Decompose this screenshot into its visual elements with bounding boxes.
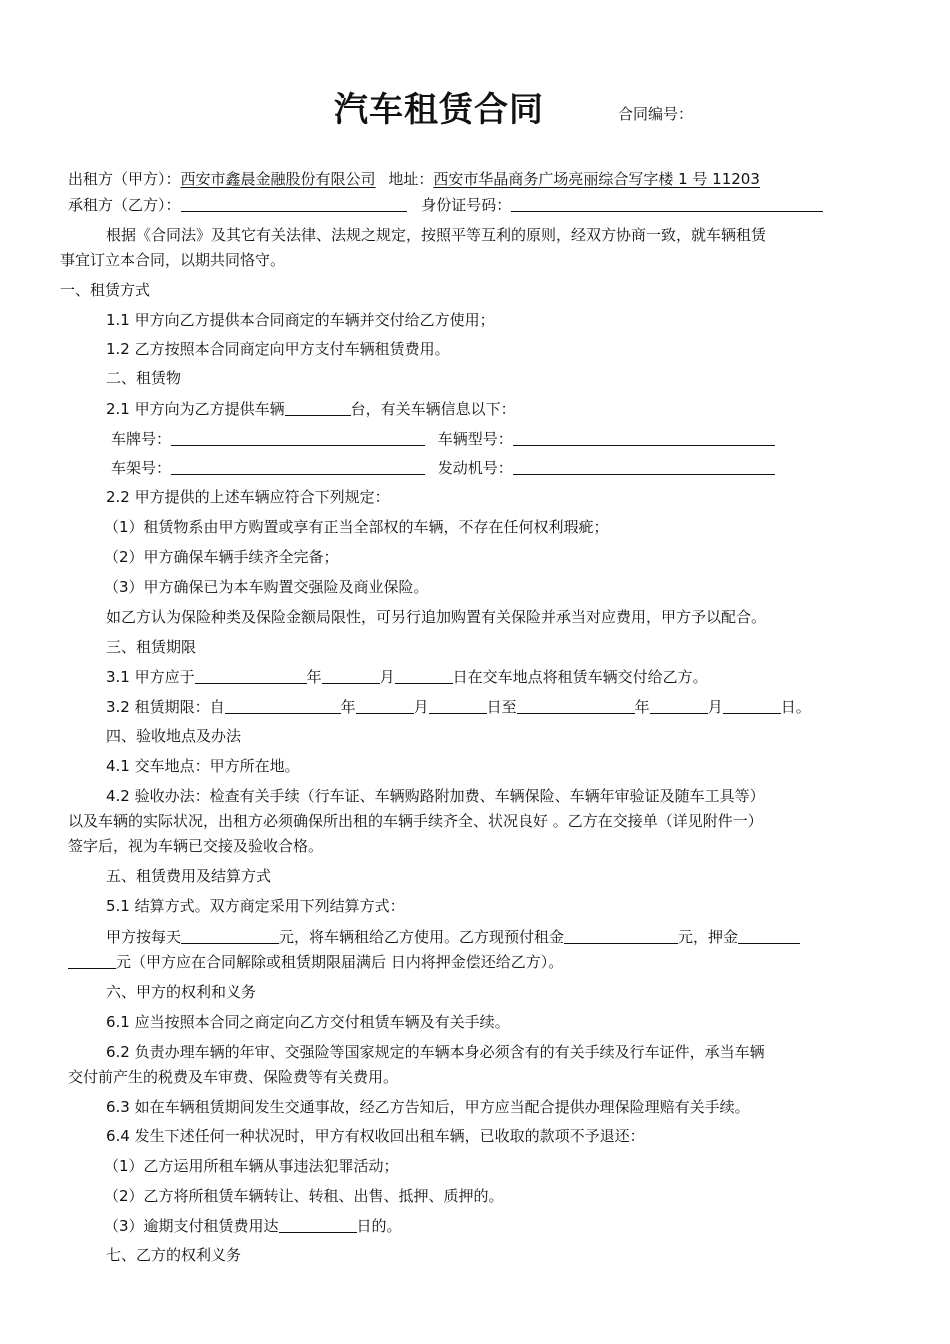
clause-2-1-text-a: 2.1 甲方向为乙方提供车辆 xyxy=(106,400,285,418)
section-3-heading: 三、租赁期限 xyxy=(106,638,197,656)
lessee-row xyxy=(68,194,823,215)
clause-4-2-line-2: 以及车辆的实际状况，出租方必须确保所出租的车辆手续齐全、状况良好 。乙方在交接单（详见附件一） xyxy=(68,812,763,830)
clause-6-4-item-2: （2）乙方将所租赁车辆转让、转租、出售、抵押、质押的。 xyxy=(104,1187,504,1205)
clause-6-4-item-3-text-b: 日的。 xyxy=(356,1217,402,1235)
clause-2-2-item-3: （3）甲方确保已为本车购置交强险及商业保险。 xyxy=(104,578,429,596)
delivery-day-blank[interactable] xyxy=(395,666,453,684)
section-1-heading: 一、租赁方式 xyxy=(60,281,151,299)
preamble-line-2: 事宜订立本合同，以期共同恪守。 xyxy=(60,251,286,269)
payment-line-2 xyxy=(68,951,563,972)
preamble-line-1: 根据《合同法》及其它有关法律、法规之规定，按照平等互利的原则，经双方协商一致，就车辆租赁 xyxy=(106,226,767,244)
clause-6-4: 6.4 发生下述任何一种状况时，甲方有权收回出租车辆，已收取的款项不予退还： xyxy=(106,1127,645,1145)
clause-4-1: 4.1 交车地点：甲方所在地。 xyxy=(106,757,300,775)
delivery-year-blank[interactable] xyxy=(195,666,307,684)
frame-blank[interactable] xyxy=(171,457,425,475)
payment-text-a: 甲方按每天 xyxy=(106,928,182,946)
end-month-blank[interactable] xyxy=(650,696,708,714)
delivery-month-blank[interactable] xyxy=(322,666,380,684)
section-5-heading: 五、租赁费用及结算方式 xyxy=(106,867,272,885)
deposit-blank-2[interactable] xyxy=(68,951,116,969)
clause-2-1-text-b: 台，有关车辆信息以下： xyxy=(350,400,516,418)
id-number-blank[interactable] xyxy=(511,194,823,212)
lessor-name: 西安市鑫晨金融股份有限公司 xyxy=(180,170,376,188)
end-year-label: 年 xyxy=(634,698,650,716)
payment-line-1 xyxy=(106,926,800,947)
document-title: 汽车租赁合同 xyxy=(334,90,544,130)
payment-text-d: 元（甲方应在合同解除或租赁期限届满后 日内将押金偿还给乙方）。 xyxy=(116,953,564,971)
lessee-name-blank[interactable] xyxy=(181,194,407,212)
end-day-blank[interactable] xyxy=(723,696,781,714)
address-label: 地址： xyxy=(388,170,434,188)
clause-6-2-line-2: 交付前产生的税费及车审费、保险费等有关费用。 xyxy=(68,1068,399,1086)
payment-text-c: 元，押金 xyxy=(678,928,739,946)
start-year-label: 年 xyxy=(340,698,356,716)
day-end-label: 日。 xyxy=(780,698,811,716)
section-6-heading: 六、甲方的权利和义务 xyxy=(106,983,257,1001)
engine-blank[interactable] xyxy=(513,457,775,475)
start-year-blank[interactable] xyxy=(225,696,341,714)
id-label: 身份证号码： xyxy=(421,196,512,214)
start-month-label: 月 xyxy=(413,698,429,716)
month-label: 月 xyxy=(379,668,395,686)
end-year-blank[interactable] xyxy=(517,696,635,714)
clause-4-2-line-3: 签字后，视为车辆已交接及验收合格。 xyxy=(68,837,324,855)
clause-3-2-text-a: 3.2 租赁期限：自 xyxy=(106,698,225,716)
vehicle-count-blank[interactable] xyxy=(285,398,351,416)
start-month-blank[interactable] xyxy=(356,696,414,714)
section-2-heading: 二、租赁物 xyxy=(106,369,182,387)
day-to-label: 日至 xyxy=(486,698,517,716)
year-label: 年 xyxy=(306,668,322,686)
contract-number-label: 合同编号： xyxy=(618,105,694,123)
clause-2-1 xyxy=(106,398,516,419)
clause-4-2-line-1: 4.2 验收办法：检查有关手续（行车证、车辆购路附加费、车辆保险、车辆年审验证及随车工具等） xyxy=(106,787,765,805)
lessor-row xyxy=(68,169,760,189)
clause-3-1-text-a: 3.1 甲方应于 xyxy=(106,668,195,686)
clause-6-4-item-3 xyxy=(104,1215,402,1236)
clause-2-2: 2.2 甲方提供的上述车辆应符合下列规定： xyxy=(106,488,390,506)
lessee-label: 承租方（乙方）： xyxy=(68,196,181,214)
engine-label: 发动机号： xyxy=(437,459,513,477)
clause-3-1-text-b: 日在交车地点将租赁车辆交付给乙方。 xyxy=(452,668,708,686)
plate-blank[interactable] xyxy=(171,428,425,446)
plate-label: 车牌号： xyxy=(111,430,172,448)
end-month-label: 月 xyxy=(707,698,723,716)
clause-2-2-item-1: （1）租赁物系由甲方购置或享有正当全部权的车辆，不存在任何权利瑕疵； xyxy=(104,518,609,536)
clause-5-1: 5.1 结算方式。双方商定采用下列结算方式： xyxy=(106,897,405,915)
model-blank[interactable] xyxy=(513,428,775,446)
clause-6-4-item-1: （1）乙方运用所租车辆从事违法犯罪活动； xyxy=(104,1157,399,1175)
clause-3-1 xyxy=(106,666,708,687)
clause-6-3: 6.3 如在车辆租赁期间发生交通事故，经乙方告知后，甲方应当配合提供办理保险理赔有关手续。 xyxy=(106,1098,750,1116)
clause-6-1: 6.1 应当按照本合同之商定向乙方交付租赁车辆及有关手续。 xyxy=(106,1013,510,1031)
clause-2-2-item-2: （2）甲方确保车辆手续齐全完备； xyxy=(104,548,339,566)
section-4-heading: 四、验收地点及办法 xyxy=(106,727,242,745)
clause-3-2 xyxy=(106,696,811,717)
clause-1-2: 1.2 乙方按照本合同商定向甲方支付车辆租赁费用。 xyxy=(106,340,450,358)
model-label: 车辆型号： xyxy=(437,430,513,448)
overdue-days-blank[interactable] xyxy=(279,1215,357,1233)
prepaid-rent-blank[interactable] xyxy=(564,926,678,944)
lessor-label: 出租方（甲方）： xyxy=(68,170,181,188)
deposit-blank-1[interactable] xyxy=(738,926,800,944)
frame-engine-row xyxy=(111,457,775,478)
start-day-blank[interactable] xyxy=(429,696,487,714)
payment-text-b: 元，将车辆租给乙方使用。乙方现预付租金 xyxy=(279,928,565,946)
clause-6-2-line-1: 6.2 负责办理车辆的年审、交强险等国家规定的车辆本身必须含有的有关手续及行车证件，承当车辆 xyxy=(106,1043,765,1061)
section-7-heading: 七、乙方的权利义务 xyxy=(106,1246,242,1264)
insurance-note: 如乙方认为保险种类及保险金额局限性，可另行追加购置有关保险并承当对应费用，甲方予以配合。 xyxy=(106,608,767,626)
daily-rate-blank[interactable] xyxy=(181,926,279,944)
clause-6-4-item-3-text-a: （3）逾期支付租赁费用达 xyxy=(104,1217,279,1235)
frame-label: 车架号： xyxy=(111,459,172,477)
plate-model-row xyxy=(111,428,775,449)
clause-1-1: 1.1 甲方向乙方提供本合同商定的车辆并交付给乙方使用； xyxy=(106,311,495,329)
address-value: 西安市华晶商务广场亮丽综合写字楼 1 号 11203 xyxy=(433,170,760,188)
